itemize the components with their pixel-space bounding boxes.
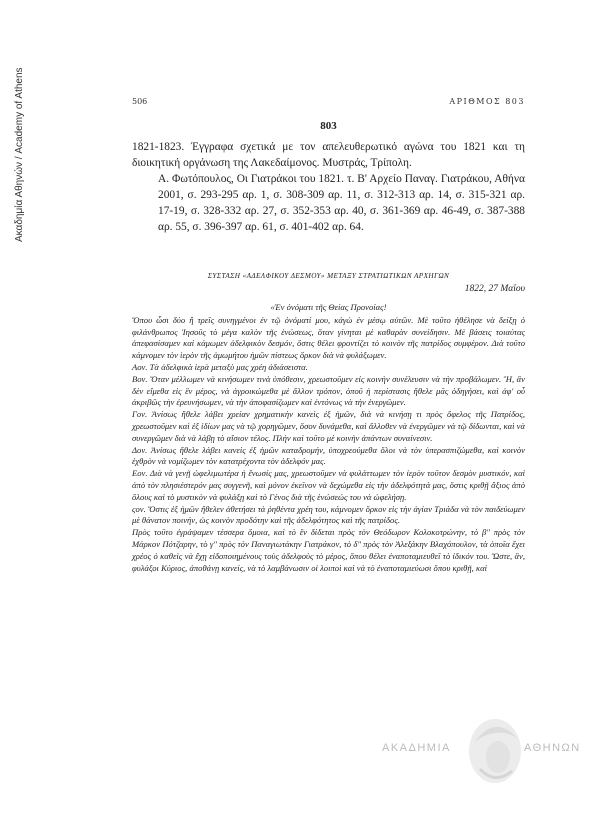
- document-date: 1822, 27 Μαΐου: [464, 284, 525, 294]
- body-paragraph: Δον. Ἀνίσως ἤθελε λάβει κανεὶς ἐξ ἡμῶν καταδρομήν, ὑποχρεούμεθα ὅλοι νὰ τὸν ὑπερασπιζώμεθα, καὶ κοινὸν ἐχθρὸν νὰ νομίζωμεν τὸν κατατρέχοντα τὸν ἀδελφόν μας.: [132, 444, 525, 467]
- body-paragraph: Πρὸς τοῦτο ἐγράψαμεν τέσσερα ὅμοια, καὶ τὸ ἓν δίδεται πρὸς τὸν Θεόδωρον Κολοκοτρώνην, τὸ β" πρὸς τὸν Μάρκον Πότζαρην, τὸ γ" πρὸς τὸν Παναγιωτάκην Γιατράκον, τὸ δ" πρὸς τὸν Ἀλεξάκην Βλαχόπουλον, τὰ ὁποῖα ἔχει χρέος ὁ καθεὶς νὰ ἔχῃ εἰδοποιημένους τοὺς ἀδελφοὺς τὸ μέρος, ὅπου θέλει ἐναποταμιευθεῖ τὸ ἰδικόν του. Ὥστε, ἂν, φυλάξοι Κύριος, ἀποθάνῃ κανείς, νὰ τὸ λαμβάνωσιν οἱ λοιποὶ καὶ νὰ τὸ ἐναποταμιεύωσι ὅπου κριθῇ, καὶ: [132, 527, 525, 573]
- side-watermark-text: Ακαδημία Αθηνών / Academy of Athens: [14, 67, 25, 242]
- section-subtitle: ΣΥΣΤΑΣΗ «ΑΔΕΛΦΙΚΟΥ ΔΕΣΜΟΥ» ΜΕΤΑΞΥ ΣΤΡΑΤΙΩΤΙΚΩΝ ΑΡΧΗΓΩΝ: [207, 272, 450, 280]
- document-heading: [132, 139, 525, 235]
- document-number: 803: [320, 120, 337, 132]
- side-watermark: [2, 40, 25, 242]
- body-paragraph: Γον. Ἀνίσως ἤθελε λάβει χρείαν χρηματικὴν κανεὶς ἐξ ἡμῶν, διὰ νὰ κινήσῃ τι πρὸς ὄφελος τῆς Πατρίδος, χρεωστοῦμεν καὶ ἐξ ἰδίων μας νὰ τῷ χορηγῶμεν, ὅσον δυνάμεθα, καὶ ἄλλοθεν νὰ ἐνεργῶμεν νὰ τῷ δίδωνται, καὶ νὰ συνεργῶμεν διὰ νὰ λάβῃ τὸ αἴσιον τέλος. Πλὴν καὶ τοῦτο μὲ κοινὴν ἁπάντων συναίνεσιν.: [132, 409, 525, 443]
- athena-head-icon: [460, 709, 530, 789]
- logo-right-word: ΑΘΗΝΩΝ: [524, 742, 581, 754]
- logo-left-word: ΑΚΑΔΗΜΙΑ: [382, 742, 451, 754]
- document-body: [132, 302, 525, 574]
- body-paragraph: Αον. Τὰ ἀδελφικὰ ἱερὰ μεταξὺ μας χρέη ἀδιάσειστα.: [132, 361, 308, 372]
- body-paragraph: Εον. Διὰ νὰ γενῇ ὠφελιμωτέρα ἡ ἕνωσίς μας, χρεωστοῦμεν νὰ φυλάττωμεν τὸν ἱερὸν τοῦτον δεσμὸν μυστικόν, καὶ ἀπὸ τὸν πλησιέστερόν μας συγγενῆ, καὶ μόνον ἐκεῖνον νὰ δεχώμεθα εἰς τὴν ἀδελφότητά μας, ὅστις κριθῇ ἄξιος ἀπὸ ὅλους καὶ τὸ μυστικὸν νὰ φυλάξῃ καὶ τὸ Γένος διὰ τῆς ἑνώσεώς του νὰ ὠφελήσῃ.: [132, 468, 525, 502]
- source-citation: Α. Φωτόπουλος, Οι Γιατράκοι του 1821. τ. Β' Αρχείο Παναγ. Γιατράκου, Αθήνα 2001, σ. 293-295 αρ. 1, σ. 308-309 αρ. 11, σ. 312-313 αρ. 14, σ. 315-321 αρ. 17-19, σ. 328-332 αρ. 27, σ. 352-353 αρ. 40, σ. 361-369 αρ. 46-49, σ. 387-388 αρ. 55, σ. 396-397 αρ. 61, σ. 401-402 αρ. 64.: [158, 173, 525, 233]
- heading-text: 1821-1823. Έγγραφα σχετικά με τον απελευθερωτικό αγώνα του 1821 και τη διοικητική οργάνωση της Λακεδαίμονος. Μυστράς, Τρίπολη.: [132, 141, 525, 169]
- body-paragraph: Βον. Ὅταν μέλλωμεν νὰ κινήσωμεν τινὰ ὑπόθεσιν, χρεωστοῦμεν εἰς κοινὴν συνέλευσιν νὰ τὴν προβάλωμεν. Ἢ, ἂν δὲν εἴμεθα εἰς ἓν μέρος, νὰ ἀγροικώμεθα μὲ ἄλλον τρόπον, ὁποῦ ἡ περίστασις ἤθελε μᾶς ὁδηγήσει, καὶ ἀφ' οὗ ἀκριβῶς τὴν ἐρευνήσωμεν, νὰ τὴν ἀποφασίζωμεν καὶ ἐντόνως νὰ τὴν ἐνεργῶμεν.: [132, 373, 525, 408]
- body-paragraph: ςον. Ὅστις ἐξ ἡμῶν ἤθελεν ἀθετήσει τὰ ῥηθέντα χρέη του, κάμνομεν ὅρκον εἰς τὴν ἁγίαν Τριάδα νὰ τὸν παιδεύωμεν μὲ θάνατον ποινήν, ὡς κοινὸν προδότην καὶ τῆς ἀδελφότητος καὶ τῆς πατρίδος.: [132, 503, 525, 526]
- running-title: ΑΡΙΘΜΟΣ 803: [449, 97, 525, 106]
- page-number: 506: [132, 97, 148, 106]
- invocation: «Έν ὀνόματι τῆς Θείας Προνοίας!: [270, 302, 387, 312]
- body-paragraph: Ὅπου ὦσι δύο ἢ τρεῖς συνηγμένοι ἐν τῷ ὀνόματί μου, κἀγὼ ἐν μέσῳ αὐτῶν. Μὲ τοῦτο ἠθέλησε νὰ δείξῃ ὁ φιλάνθρωπος Ἰησοῦς τὸ μέγα καλὸν τῆς ἑνώσεως, ὅταν γίνηται μὲ καθαρὰν συνείδησιν. Μὲ βάσεις τοιαύτας ἀπεφασίσαμεν καὶ κάμωμεν ἀδελφικὸν δεσμόν, ὅστις θέλει φροντίζει τὸ κοινὸν τῆς πατρίδος συμφέρον. Διὰ τοῦτο κάμνομεν τὸν ἱερὸν τῆς ἁμωμήτου ἡμῶν πίστεως ὅρκον διὰ νὰ φυλάξωμεν.: [132, 314, 525, 361]
- academy-logo: [382, 697, 582, 797]
